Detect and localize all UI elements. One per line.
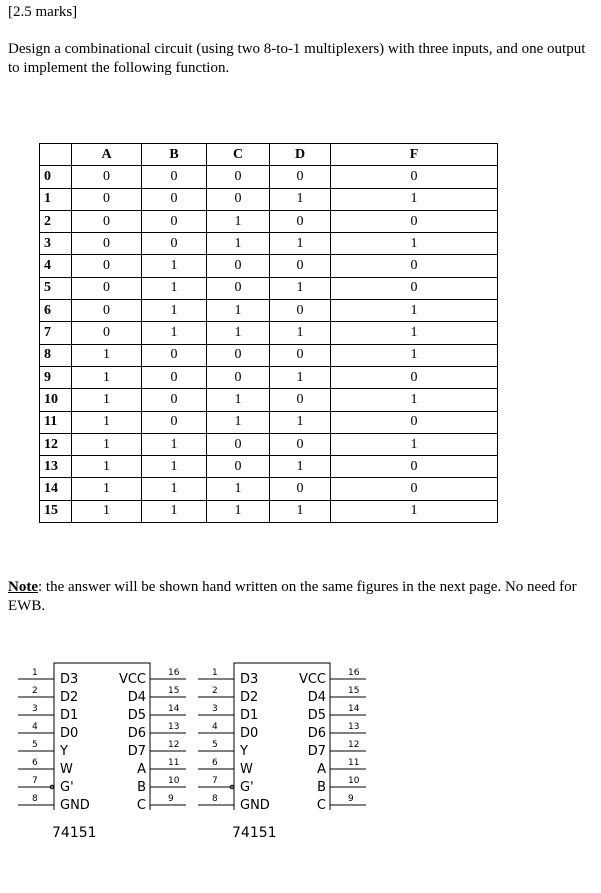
row-index-cell: 13 xyxy=(40,456,72,478)
table-row xyxy=(40,322,498,344)
left-pin-label: D3 xyxy=(60,672,79,687)
note-label: Note xyxy=(8,579,38,595)
table-row xyxy=(40,188,498,210)
table-cell: 0 xyxy=(270,300,331,322)
table-cell: 1 xyxy=(207,411,270,433)
table-cell: 1 xyxy=(72,478,142,500)
table-cell: 0 xyxy=(142,210,207,232)
right-pin-number: 14 xyxy=(168,704,180,714)
table-cell: 1 xyxy=(207,233,270,255)
table-cell: 1 xyxy=(270,322,331,344)
left-pin-number: 4 xyxy=(32,722,38,732)
table-row xyxy=(40,344,498,366)
table-cell: 1 xyxy=(207,500,270,522)
table-cell: 1 xyxy=(270,500,331,522)
table-row xyxy=(40,411,498,433)
left-pin-number: 6 xyxy=(32,758,38,768)
table-cell: 0 xyxy=(207,456,270,478)
right-pin-label: A xyxy=(317,762,326,777)
table-cell: 0 xyxy=(142,344,207,366)
row-index-cell: 7 xyxy=(40,322,72,344)
row-index-cell: 6 xyxy=(40,300,72,322)
table-cell: 1 xyxy=(270,411,331,433)
table-cell: 0 xyxy=(142,233,207,255)
right-pin-number: 12 xyxy=(168,740,180,750)
left-pin-number: 3 xyxy=(212,704,218,714)
table-cell: 0 xyxy=(142,411,207,433)
left-pin-number: 1 xyxy=(212,668,218,678)
table-row xyxy=(40,277,498,299)
left-pin-label: W xyxy=(240,762,253,777)
table-cell: 0 xyxy=(331,255,498,277)
table-cell: 0 xyxy=(331,456,498,478)
right-pin-number: 11 xyxy=(348,758,360,768)
right-pin-label: D5 xyxy=(307,708,326,723)
left-pin-label: D1 xyxy=(240,708,259,723)
table-header-A: A xyxy=(72,144,142,166)
table-cell: 1 xyxy=(331,188,498,210)
left-pin-label: D2 xyxy=(60,690,79,705)
table-cell: 0 xyxy=(207,433,270,455)
row-index-cell: 10 xyxy=(40,389,72,411)
table-cell: 0 xyxy=(207,277,270,299)
left-pin-number: 4 xyxy=(212,722,218,732)
table-cell: 1 xyxy=(72,433,142,455)
table-header-index xyxy=(40,144,72,166)
right-pin-label: C xyxy=(136,798,146,813)
table-cell: 0 xyxy=(72,188,142,210)
right-pin-number: 10 xyxy=(168,776,180,786)
left-pin-label: G' xyxy=(240,780,254,795)
right-pin-label: D6 xyxy=(127,726,146,741)
right-pin-label: D5 xyxy=(127,708,146,723)
right-pin-number: 9 xyxy=(348,794,354,804)
right-pin-label: VCC xyxy=(118,672,146,687)
right-pin-number: 16 xyxy=(168,668,180,678)
table-header-D: D xyxy=(270,144,331,166)
right-pin-label: D6 xyxy=(307,726,326,741)
right-pin-number: 14 xyxy=(348,704,360,714)
table-cell: 0 xyxy=(270,166,331,188)
table-cell: 0 xyxy=(207,366,270,388)
table-cell: 1 xyxy=(207,210,270,232)
table-cell: 0 xyxy=(270,255,331,277)
table-cell: 1 xyxy=(331,322,498,344)
table-cell: 1 xyxy=(331,300,498,322)
left-pin-label: D2 xyxy=(240,690,259,705)
row-index-cell: 12 xyxy=(40,433,72,455)
right-pin-label: VCC xyxy=(298,672,326,687)
right-pin-number: 15 xyxy=(168,686,180,696)
table-cell: 1 xyxy=(331,344,498,366)
row-index-cell: 4 xyxy=(40,255,72,277)
left-pin-label: GND xyxy=(240,798,270,813)
table-cell: 0 xyxy=(331,210,498,232)
right-pin-label: D7 xyxy=(127,744,146,759)
table-cell: 1 xyxy=(142,433,207,455)
table-cell: 1 xyxy=(142,456,207,478)
table-cell: 1 xyxy=(207,389,270,411)
table-cell: 1 xyxy=(331,233,498,255)
table-cell: 0 xyxy=(331,411,498,433)
left-pin-number: 2 xyxy=(212,686,218,696)
table-header-C: C xyxy=(207,144,270,166)
table-row xyxy=(40,300,498,322)
table-header-F: F xyxy=(331,144,498,166)
table-cell: 0 xyxy=(207,166,270,188)
right-pin-number: 13 xyxy=(168,722,180,732)
chip-outline xyxy=(16,660,191,813)
left-pin-label: D3 xyxy=(240,672,259,687)
table-row xyxy=(40,366,498,388)
right-pin-number: 12 xyxy=(348,740,360,750)
table-cell: 0 xyxy=(270,478,331,500)
left-pin-number: 3 xyxy=(32,704,38,714)
mux-chip-74151-right xyxy=(196,660,371,841)
table-cell: 0 xyxy=(331,478,498,500)
left-pin-number: 8 xyxy=(32,794,38,804)
table-cell: 0 xyxy=(331,277,498,299)
table-cell: 0 xyxy=(72,210,142,232)
chip-name: 74151 xyxy=(52,825,97,841)
table-row xyxy=(40,433,498,455)
table-cell: 1 xyxy=(270,277,331,299)
table-cell: 1 xyxy=(142,500,207,522)
table-cell: 0 xyxy=(207,255,270,277)
table-row xyxy=(40,210,498,232)
table-cell: 1 xyxy=(270,233,331,255)
row-index-cell: 3 xyxy=(40,233,72,255)
row-index-cell: 1 xyxy=(40,188,72,210)
left-pin-number: 7 xyxy=(32,776,38,786)
table-cell: 0 xyxy=(72,322,142,344)
table-cell: 1 xyxy=(331,433,498,455)
row-index-cell: 14 xyxy=(40,478,72,500)
table-cell: 0 xyxy=(270,344,331,366)
left-pin-number: 8 xyxy=(212,794,218,804)
right-pin-label: D7 xyxy=(307,744,326,759)
left-pin-number: 6 xyxy=(212,758,218,768)
table-cell: 0 xyxy=(72,255,142,277)
row-index-cell: 11 xyxy=(40,411,72,433)
left-pin-number: 5 xyxy=(32,740,38,750)
row-index-cell: 9 xyxy=(40,366,72,388)
mux-chip-74151-left xyxy=(16,660,191,841)
table-header-row xyxy=(40,144,498,166)
right-pin-number: 15 xyxy=(348,686,360,696)
right-pin-number: 9 xyxy=(168,794,174,804)
row-index-cell: 0 xyxy=(40,166,72,188)
table-cell: 1 xyxy=(142,277,207,299)
question-text: Design a combinational circuit (using two 8-to-1 multiplexers) with three inputs, and one output to implement the following function. xyxy=(8,41,586,76)
table-row xyxy=(40,478,498,500)
table-cell: 1 xyxy=(207,322,270,344)
table-cell: 1 xyxy=(207,300,270,322)
table-cell: 1 xyxy=(142,322,207,344)
table-cell: 1 xyxy=(72,500,142,522)
table-cell: 1 xyxy=(331,500,498,522)
right-pin-label: C xyxy=(316,798,326,813)
right-pin-label: B xyxy=(317,780,326,795)
row-index-cell: 2 xyxy=(40,210,72,232)
table-row xyxy=(40,389,498,411)
table-row xyxy=(40,166,498,188)
table-cell: 0 xyxy=(207,344,270,366)
row-index-cell: 8 xyxy=(40,344,72,366)
table-cell: 0 xyxy=(207,188,270,210)
right-pin-label: A xyxy=(137,762,146,777)
left-pin-label: GND xyxy=(60,798,90,813)
row-index-cell: 15 xyxy=(40,500,72,522)
table-cell: 1 xyxy=(207,478,270,500)
table-header-B: B xyxy=(142,144,207,166)
table-cell: 1 xyxy=(270,366,331,388)
table-cell: 1 xyxy=(72,366,142,388)
table-row xyxy=(40,255,498,277)
table-cell: 0 xyxy=(72,300,142,322)
right-pin-label: B xyxy=(137,780,146,795)
right-pin-number: 16 xyxy=(348,668,360,678)
table-cell: 0 xyxy=(270,210,331,232)
table-cell: 0 xyxy=(142,366,207,388)
left-pin-label: W xyxy=(60,762,73,777)
left-pin-label: G' xyxy=(60,780,74,795)
note-text: : the answer will be shown hand written on the same figures in the next page. No need for EWB. xyxy=(8,579,577,614)
table-cell: 0 xyxy=(331,166,498,188)
right-pin-label: D4 xyxy=(127,690,146,705)
table-row xyxy=(40,500,498,522)
table-cell: 0 xyxy=(331,366,498,388)
left-pin-label: Y xyxy=(60,744,68,759)
table-cell: 1 xyxy=(142,255,207,277)
left-pin-label: D0 xyxy=(240,726,259,741)
row-index-cell: 5 xyxy=(40,277,72,299)
table-cell: 0 xyxy=(270,433,331,455)
table-cell: 1 xyxy=(142,478,207,500)
table-cell: 1 xyxy=(142,300,207,322)
table-cell: 1 xyxy=(72,344,142,366)
right-pin-number: 10 xyxy=(348,776,360,786)
table-row xyxy=(40,456,498,478)
left-pin-label: Y xyxy=(240,744,248,759)
table-cell: 0 xyxy=(142,166,207,188)
right-pin-number: 11 xyxy=(168,758,180,768)
table-cell: 1 xyxy=(270,188,331,210)
left-pin-number: 1 xyxy=(32,668,38,678)
table-row xyxy=(40,233,498,255)
chip-name: 74151 xyxy=(232,825,277,841)
table-cell: 1 xyxy=(72,411,142,433)
table-cell: 0 xyxy=(142,389,207,411)
table-cell: 0 xyxy=(142,188,207,210)
table-cell: 0 xyxy=(270,389,331,411)
chip-outline xyxy=(196,660,371,813)
truth-table xyxy=(39,143,498,523)
table-cell: 1 xyxy=(270,456,331,478)
marks-label: [2.5 marks] xyxy=(8,4,78,20)
note-paragraph xyxy=(8,578,598,616)
table-cell: 1 xyxy=(72,456,142,478)
left-pin-number: 7 xyxy=(212,776,218,786)
table-cell: 0 xyxy=(72,277,142,299)
right-pin-label: D4 xyxy=(307,690,326,705)
table-cell: 0 xyxy=(72,233,142,255)
right-pin-number: 13 xyxy=(348,722,360,732)
left-pin-number: 5 xyxy=(212,740,218,750)
table-cell: 1 xyxy=(72,389,142,411)
left-pin-number: 2 xyxy=(32,686,38,696)
left-pin-label: D0 xyxy=(60,726,79,741)
table-cell: 0 xyxy=(72,166,142,188)
table-cell: 1 xyxy=(331,389,498,411)
left-pin-label: D1 xyxy=(60,708,79,723)
